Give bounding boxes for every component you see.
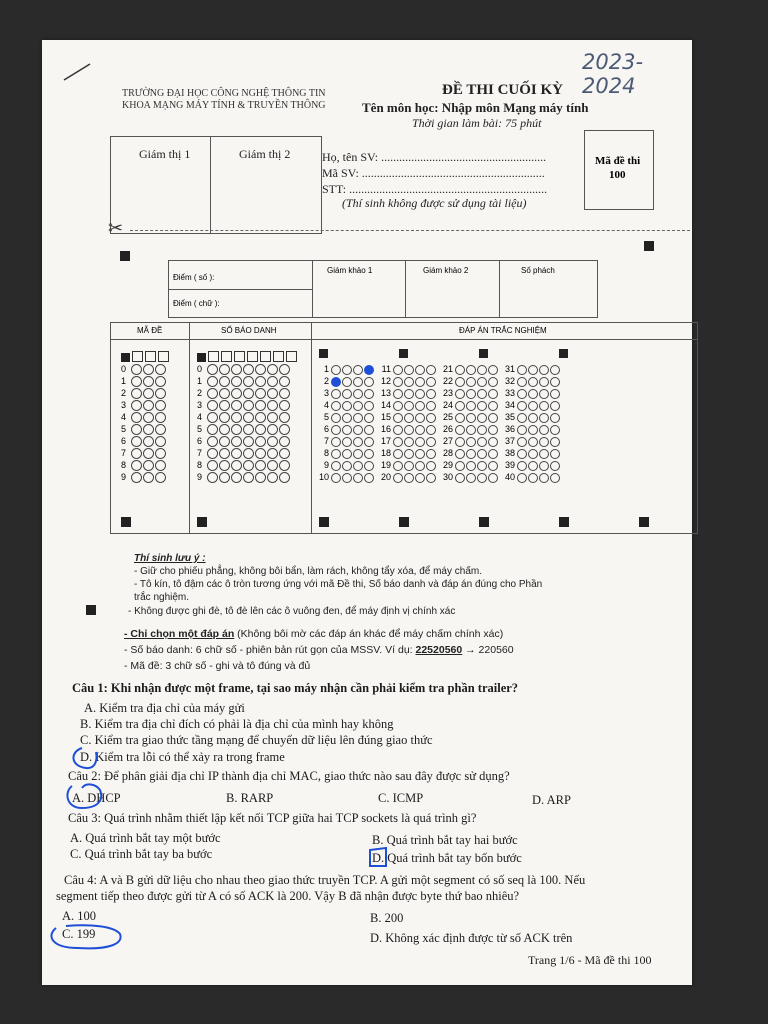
col-id-header: SỐ BÁO DANH [221, 326, 277, 335]
question-number: 35 [504, 412, 515, 422]
question-number: 19 [380, 460, 391, 470]
question-number: 22 [442, 376, 453, 386]
exam-title: ĐỀ THI CUỐI KỲ [442, 82, 563, 98]
question-number: 30 [442, 472, 453, 482]
question-number: 39 [504, 460, 515, 470]
question-number: 14 [380, 400, 391, 410]
row-digit: 0 [197, 364, 203, 374]
q3-option-b: B. Quá trình bắt tay hai bước [372, 833, 518, 847]
q3-option-a: A. Quá trình bắt tay một bước [70, 831, 221, 845]
question-number: 18 [380, 448, 391, 458]
row-digit: 8 [121, 460, 127, 470]
question-number: 9 [323, 460, 329, 470]
row-digit: 8 [197, 460, 203, 470]
q4-option-c: C. 199 [62, 927, 96, 941]
row-digit: 0 [121, 364, 127, 374]
question-number: 31 [504, 364, 515, 374]
q1-option-b: B. Kiểm tra địa chỉ đích có phải là địa chỉ của mình hay không [80, 717, 394, 731]
row-digit: 1 [197, 376, 203, 386]
score-text-label: Điểm ( chữ ): [173, 299, 220, 308]
question-number: 32 [504, 376, 515, 386]
question-number: 11 [381, 364, 391, 374]
proctor1-label: Giám thị 1 [139, 147, 191, 161]
note-line: - Giữ cho phiếu phẳng, không bôi bẩn, làm rách, không tẩy xóa, để máy chấm. [134, 566, 483, 577]
question-number: 20 [380, 472, 391, 482]
page-footer: Trang 1/6 - Mã đề thi 100 [528, 953, 652, 967]
question-number: 5 [323, 412, 329, 422]
note-line: - Tô kín, tô đậm các ô tròn tương ứng với mã Đề thi, Số báo danh và đáp án đúng cho Phần [134, 579, 543, 590]
q4-stem-line1: Câu 4: A và B gửi dữ liệu cho nhau theo giao thức truyền TCP. A gửi một segment có số seq là 100. Nếu [64, 873, 586, 887]
row-digit: 6 [197, 436, 203, 446]
row-digit: 9 [197, 472, 203, 482]
subject-title: Tên môn học: Nhập môn Mạng máy tính [362, 100, 589, 115]
notes-heading: Thí sinh lưu ý : [134, 553, 206, 564]
q3-stem: Câu 3: Quá trình nhằm thiết lập kết nối TCP giữa hai TCP sockets là quá trình gì? [68, 811, 477, 825]
question-number: 12 [380, 376, 391, 386]
question-number: 37 [504, 436, 515, 446]
question-number: 1 [323, 364, 329, 374]
question-number: 34 [504, 400, 515, 410]
q2-option-b: B. RARP [226, 791, 274, 805]
exam-duration: Thời gian làm bài: 75 phút [412, 116, 542, 130]
handwritten-year: 2023-2024 [582, 50, 644, 98]
note-line: - Không được ghi đè, tô đè lên các ô vuông đen, để máy định vị chính xác [128, 606, 456, 617]
row-digit: 2 [121, 388, 127, 398]
q1-option-d: D. Kiểm tra lỗi có thể xảy ra trong frame [80, 750, 285, 764]
question-number: 36 [504, 424, 515, 434]
row-digit: 5 [197, 424, 203, 434]
row-digit: 4 [121, 412, 127, 422]
question-number: 21 [442, 364, 453, 374]
question-number: 16 [380, 424, 391, 434]
col-code-header: MÃ ĐỀ [137, 326, 163, 335]
pen-marks [42, 40, 692, 985]
question-number: 33 [504, 388, 515, 398]
row-digit: 6 [121, 436, 127, 446]
exam-paper [42, 40, 692, 985]
note-code: - Mã đề: 3 chữ số - ghi và tô đúng và đủ [124, 660, 311, 672]
score-number-label: Điểm ( số ): [173, 273, 215, 282]
q1-option-c: C. Kiểm tra giao thức tầng mạng để chuyển dữ liệu lên đúng giao thức [80, 733, 433, 747]
university-line2: KHOA MẠNG MÁY TÍNH & TRUYỀN THÔNG [122, 100, 326, 111]
examiner1-label: Giám khảo 1 [327, 266, 373, 275]
serial-label: Số phách [521, 266, 555, 275]
scissors-icon: ✂ [108, 218, 124, 238]
question-number: 29 [442, 460, 453, 470]
student-stt-field: STT: .................................................................. [322, 182, 548, 196]
question-number: 40 [504, 472, 515, 482]
q3-option-c: C. Quá trình bắt tay ba bước [70, 847, 213, 861]
q2-option-a: A. DHCP [72, 791, 121, 805]
question-number: 6 [323, 424, 329, 434]
student-id-field: Mã SV: ............................................................. [322, 166, 545, 180]
row-digit: 3 [197, 400, 203, 410]
question-number: 25 [442, 412, 453, 422]
student-note: (Thí sinh không được sử dụng tài liệu) [342, 196, 527, 210]
question-number: 24 [442, 400, 453, 410]
question-number: 7 [323, 436, 329, 446]
student-name-field: Họ, tên SV: ....................................................... [322, 150, 547, 164]
exam-code-label: Mã đề thi [595, 155, 641, 167]
row-digit: 7 [121, 448, 127, 458]
row-digit: 3 [121, 400, 127, 410]
row-digit: 5 [121, 424, 127, 434]
row-digit: 2 [197, 388, 203, 398]
exam-code-value: 100 [609, 169, 626, 181]
q2-option-c: C. ICMP [378, 791, 424, 805]
question-number: 27 [442, 436, 453, 446]
q1-option-a: A. Kiểm tra địa chỉ của máy gửi [84, 701, 245, 715]
question-number: 13 [380, 388, 391, 398]
q2-stem: Câu 2: Để phân giải địa chỉ IP thành địa chỉ MAC, giao thức nào sau đây được sử dụng? [68, 769, 510, 783]
question-number: 10 [318, 472, 329, 482]
question-number: 15 [380, 412, 391, 422]
row-digit: 1 [121, 376, 127, 386]
question-number: 8 [323, 448, 329, 458]
question-number: 23 [442, 388, 453, 398]
question-number: 4 [323, 400, 329, 410]
university-line1: TRƯỜNG ĐẠI HỌC CÔNG NGHỆ THÔNG TIN [122, 88, 326, 99]
proctor2-label: Giám thị 2 [239, 147, 291, 161]
row-digit: 4 [197, 412, 203, 422]
q2-option-d: D. ARP [532, 793, 571, 807]
question-number: 2 [323, 376, 329, 386]
q4-option-b: B. 200 [370, 911, 404, 925]
q1-stem: Câu 1: Khi nhận được một frame, tại sao máy nhận cần phải kiểm tra phần trailer? [72, 681, 519, 695]
col-answers-header: ĐÁP ÁN TRẮC NGHIỆM [459, 326, 547, 335]
q4-stem-line2: segment tiếp theo được gửi từ A có số ACK là 200. Vậy B đã nhận được byte thứ bao nhiêu? [56, 889, 520, 903]
examiner2-label: Giám khảo 2 [423, 266, 469, 275]
question-number: 17 [380, 436, 391, 446]
question-number: 28 [442, 448, 453, 458]
row-digit: 9 [121, 472, 127, 482]
q3-option-d: D. Quá trình bắt tay bốn bước [372, 851, 522, 865]
q4-option-a: A. 100 [62, 909, 97, 923]
question-number: 38 [504, 448, 515, 458]
note-rule: - Chỉ chọn một đáp án (Không bôi mờ các đáp án khác để máy chấm chính xác) [124, 628, 504, 640]
question-number: 26 [442, 424, 453, 434]
row-digit: 7 [197, 448, 203, 458]
note-line: trắc nghiệm. [134, 592, 190, 603]
q4-option-d: D. Không xác định được từ số ACK trên [370, 931, 573, 945]
note-sbd: - Số báo danh: 6 chữ số - phiên bản rút gọn của MSSV. Ví dụ: 22520560 → 220560 [124, 644, 514, 656]
question-number: 3 [323, 388, 329, 398]
